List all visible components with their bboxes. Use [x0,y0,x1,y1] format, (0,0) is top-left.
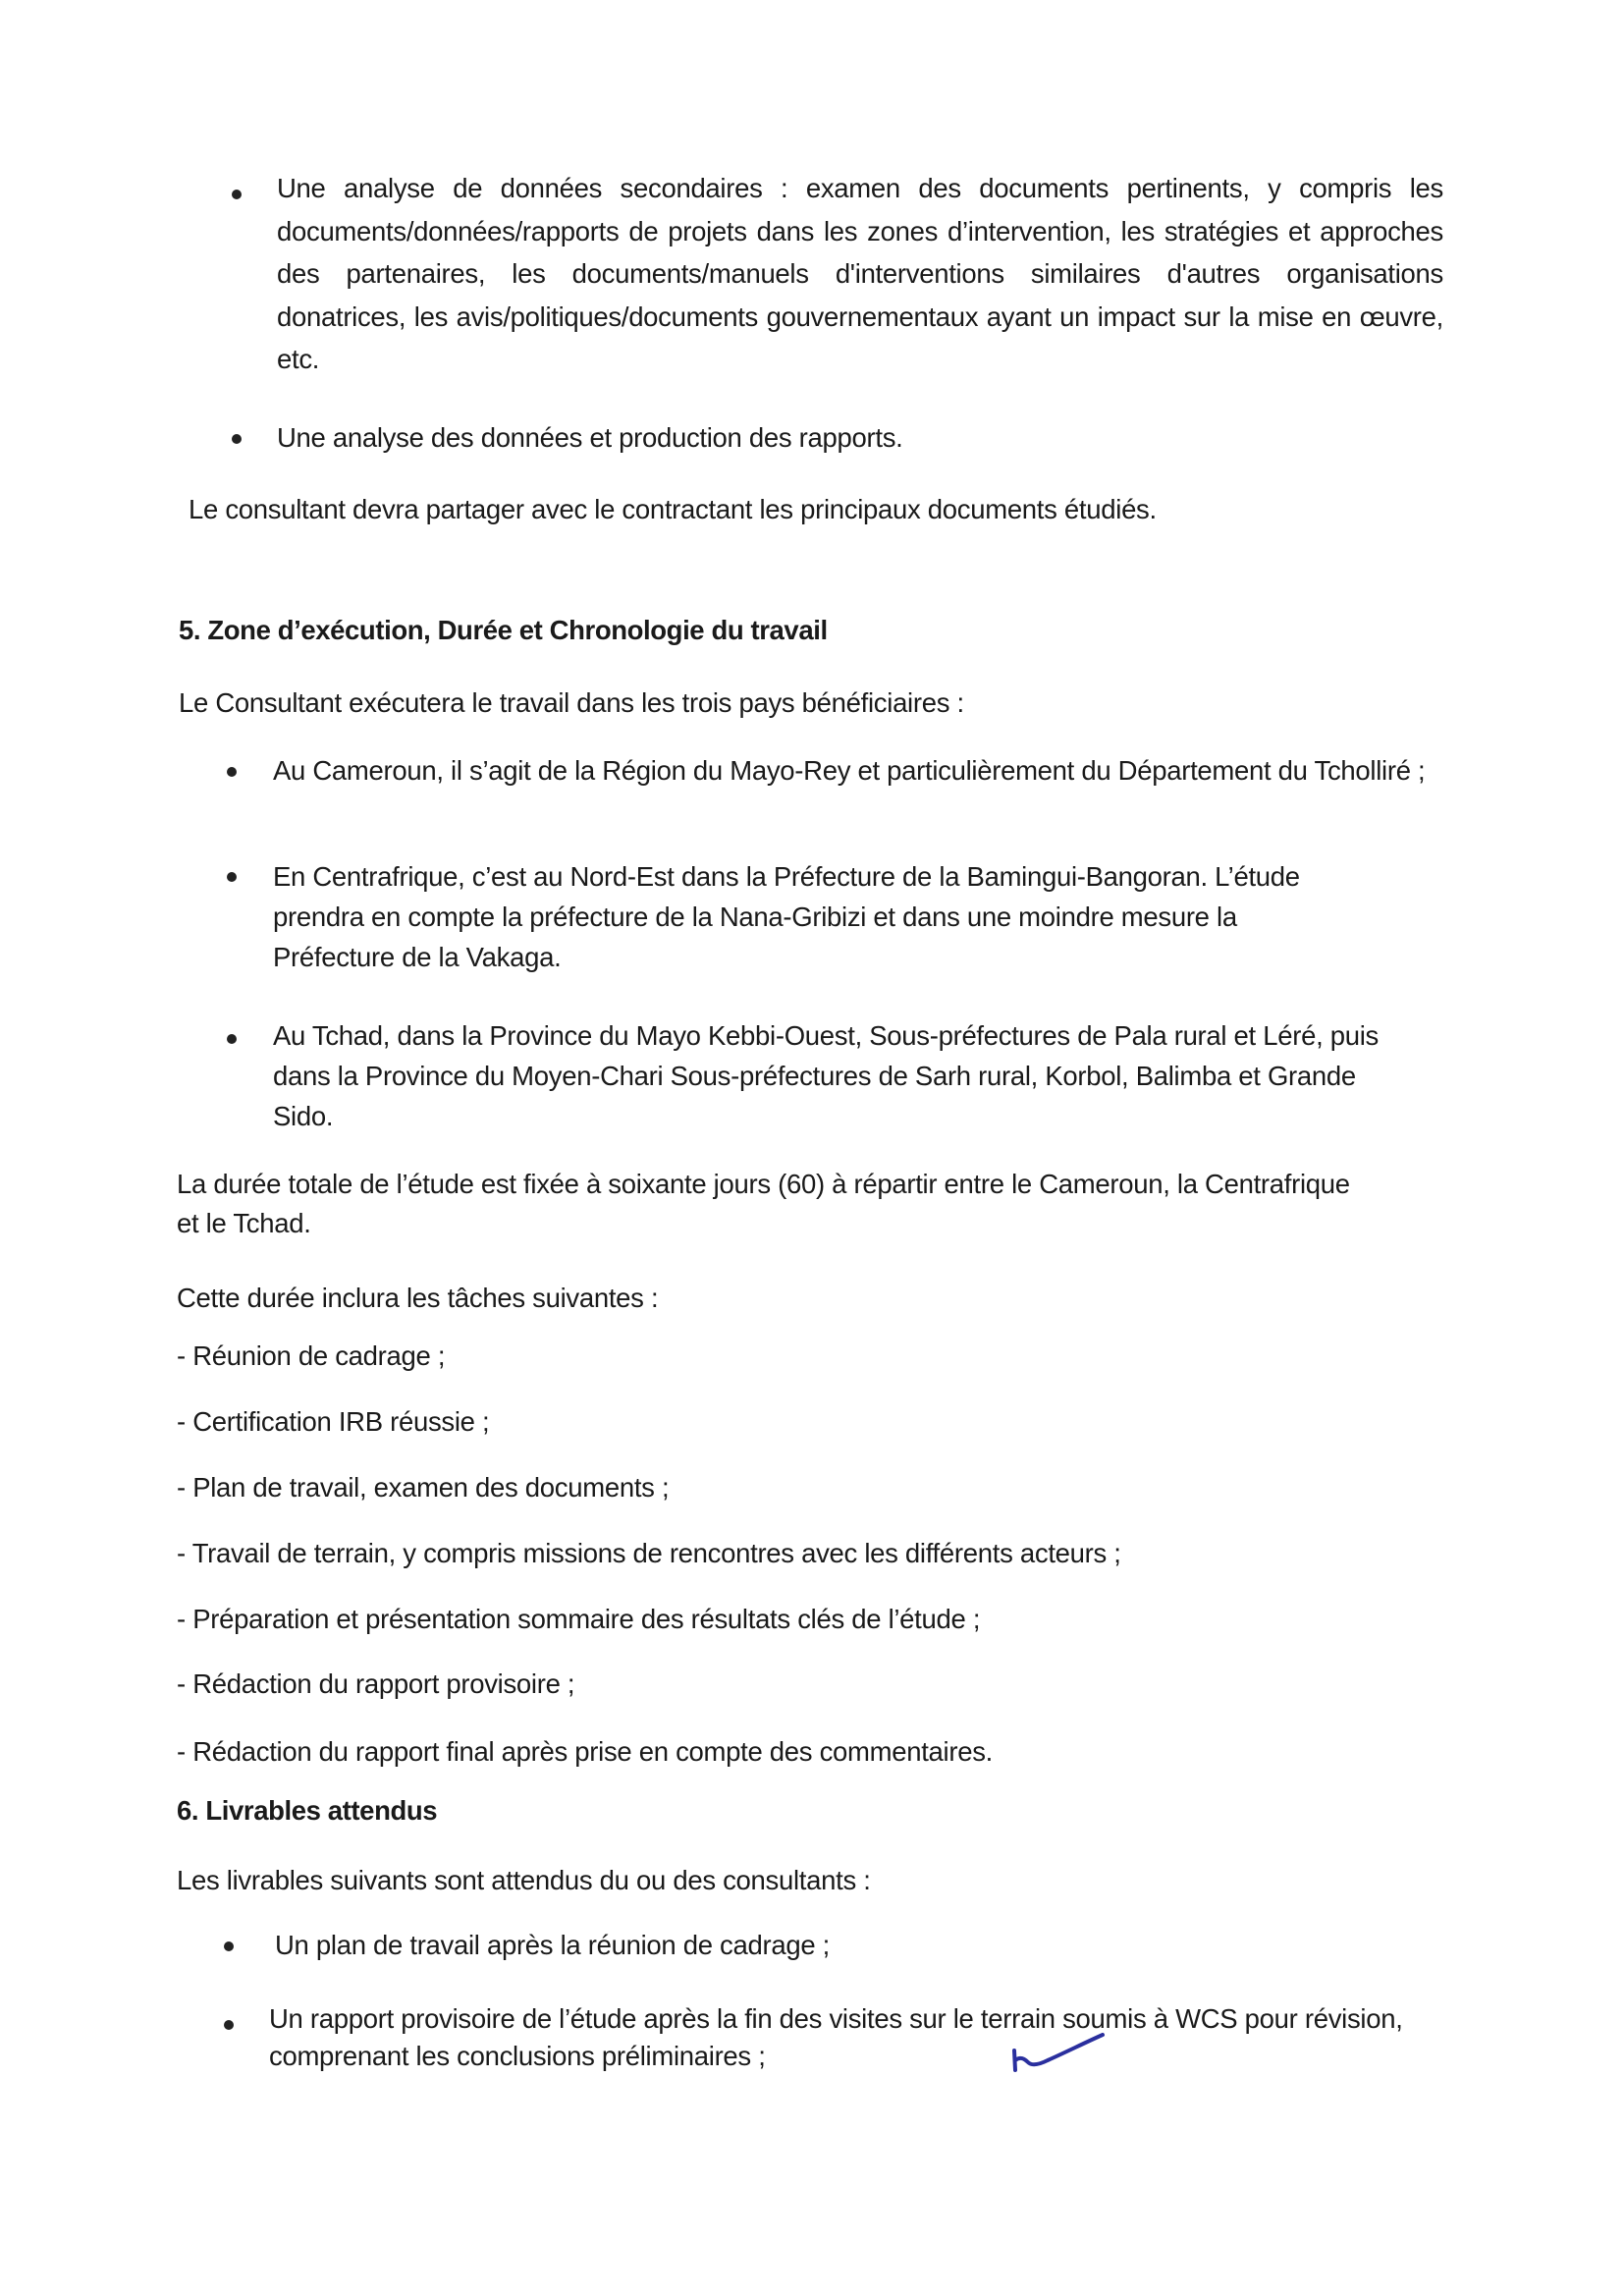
deliverable-item: Un plan de travail après la réunion de cadrage ; [275,1930,830,1960]
bullet-icon [227,872,237,882]
bullet-icon [224,2020,234,2030]
section5-heading: 5. Zone d’exécution, Durée et Chronologie du travail [179,615,828,645]
bullet-data-analysis: Une analyse des données et production des rapports. [277,422,903,453]
bullet-secondary-data-analysis: Une analyse de données secondaires : examen des documents pertinents, y compris les documents/données/rapports de projets dans les zones d’intervention, les stratégies et approches des partenaires, les documents/manuels d'interventions similaires d'autres organisations donatrices, les avis/politiques/documents gouvernementaux ayant un impact sur la mise en œuvre, etc. [277,173,1443,374]
bullet-icon [224,1941,234,1951]
country-tchad: Au Tchad, dans la Province du Mayo Kebbi-Ouest, Sous-préfectures de Pala rural et Léré, puis dans la Province du Moyen-Chari Sous-préfectures de Sarh rural, Korbol, Balimba et Grande Sido. [273,1020,1380,1131]
section5-intro: Le Consultant exécutera le travail dans les trois pays bénéficiaires : [179,687,964,718]
task-item: - Certification IRB réussie ; [177,1406,490,1437]
task-item: - Travail de terrain, y compris missions de rencontres avec les différents acteurs ; [177,1538,1121,1568]
country-centrafrique: En Centrafrique, c’est au Nord-Est dans la Préfecture de la Bamingui-Bangoran. L’étude prendra en compte la préfecture de la Nana-Gribizi et dans une moindre mesure la Préfecture de la Vakaga. [273,861,1300,972]
task-item: - Rédaction du rapport final après prise en compte des commentaires. [177,1736,993,1767]
tasks-intro: Cette durée inclura les tâches suivantes : [177,1283,659,1313]
bullet-icon [227,767,237,777]
task-item: - Réunion de cadrage ; [177,1340,446,1371]
bullet-icon [227,1034,237,1044]
task-item: - Rédaction du rapport provisoire ; [177,1668,575,1699]
bullet-icon [232,434,242,444]
deliverable-item: Un rapport provisoire de l’étude après la fin des visites sur le terrain soumis à WCS pour révision, comprenant les conclusions préliminaires ; [269,2003,1403,2071]
task-item: - Préparation et présentation sommaire des résultats clés de l’étude ; [177,1604,981,1634]
share-sentence: Le consultant devra partager avec le contractant les principaux documents étudiés. [189,494,1157,524]
handwritten-initial-icon [1006,2023,1124,2082]
country-cameroun: Au Cameroun, il s’agit de la Région du Mayo-Rey et particulièrement du Département du Tcholliré ; [273,755,1426,786]
duration-text: La durée totale de l’étude est fixée à soixante jours (60) à répartir entre le Cameroun, la Centrafrique et le Tchad. [177,1169,1350,1238]
section6-heading: 6. Livrables attendus [177,1795,438,1826]
bullet-icon [232,190,242,199]
task-item: - Plan de travail, examen des documents ; [177,1472,670,1503]
section6-intro: Les livrables suivants sont attendus du ou des consultants : [177,1865,871,1895]
